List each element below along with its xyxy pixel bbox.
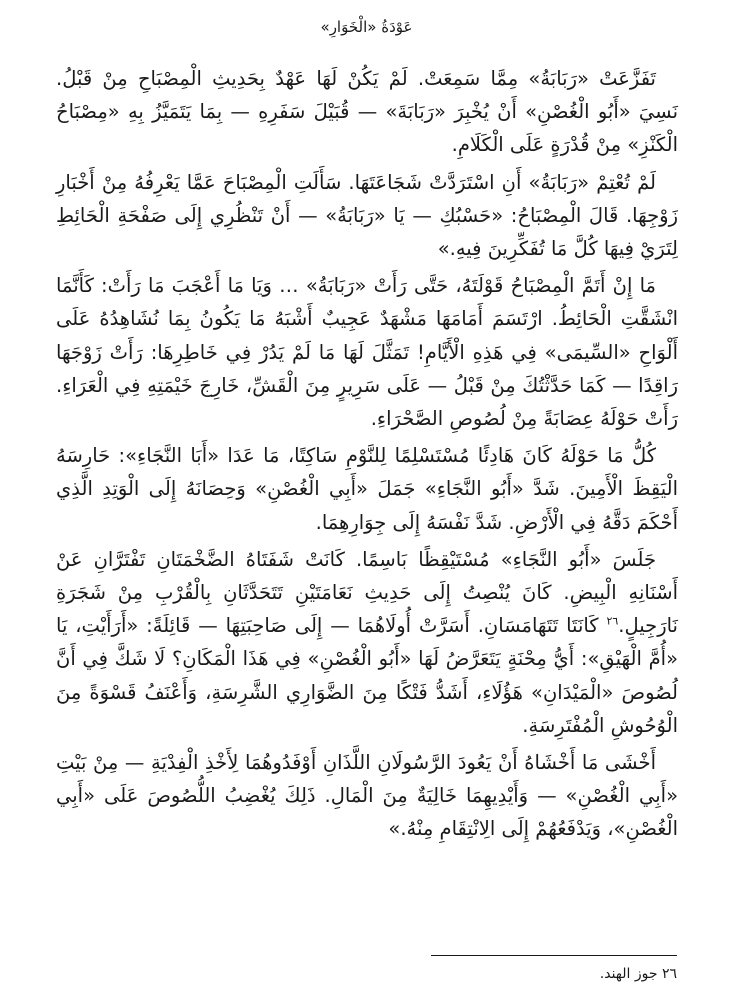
paragraph: مَا إِنْ أَتَمَّ الْمِصْبَاحُ قَوْلَتَهُ، حَتَّى رَأَتْ «رَبَابَةُ» … وَيَا مَا أَعْجَبَ مَا رَأَتْ: كَأَنَّمَا انْشَقَّتِ الْحَائِطُ. ارْتَسَمَ أَمَامَهَا مَشْهَدٌ عَجِيبٌ أَشْبَهُ مَا يَكُونُ بِمَا نُشَاهِدُهُ عَلَى أَلْوَاحِ «السِّيمَى» فِي هَذِهِ الْأَيَّامِ! تَمَثَّلَ لَهَا مَا لَمْ يَدُرْ فِي خَاطِرِهَا: رَأَتْ زَوْجَهَا رَاقِدًا — كَمَا حَدَّثْتُكَ مِنْ قَبْلُ — عَلَى سَرِيرٍ مِنَ الْقَشِّ، خَارِجَ خَيْمَتِهِ فِي الْعَرَاءِ. رَأَتْ حَوْلَهُ عِصَابَةً مِنْ لُصُوصِ الصَّحْرَاءِ. bbox=[56, 274, 678, 431]
running-title: عَوْدَةُ «الْخَوَارِ» bbox=[320, 18, 413, 36]
footnote-text: جوز الهند. bbox=[599, 966, 658, 982]
footnote-number: ٢٦ bbox=[661, 966, 677, 982]
footnote bbox=[277, 966, 677, 982]
paragraph: كُلُّ مَا حَوْلَهُ كَانَ هَادِئًا مُسْتَسْلِمًا لِلنَّوْمِ سَاكِتًا، مَا عَدَا «أَبَا النَّجَاءِ»: حَارِسَهُ الْيَقِظَ الْأَمِينَ. شَدَّ «أَبُو النَّجَاءِ» جَمَلَ «أَبِي الْغُصْنِ» وَحِصَانَهُ إِلَى الْوَتِدِ الَّذِي أَحْكَمَ دَقَّهُ فِي الْأَرْضِ. شَدَّ نَفْسَهُ إِلَى جِوَارِهِمَا. bbox=[56, 444, 678, 534]
paragraph-text: جَلَسَ «أَبُو النَّجَاءِ» مُسْتَيْقِظًا بَاسِمًا. كَانَتْ شَفَتَاهُ الضَّخْمَتَانِ تَفْتَرَّانِ عَنْ أَسْنَانِهِ الْبِيضِ. كَانَ يُنْصِتُ إِلَى حَدِيثِ نَعَامَتَيْنِ تَتَحَدَّثَانِ بِالْقُرْبِ مِنْ شَجَرَةِ نَارَجِيلٍ. bbox=[56, 547, 678, 638]
footnote-divider bbox=[431, 955, 677, 956]
paragraph: لَمْ تُعْتِمْ «رَبَابَةُ» أَنِ اسْتَرَدَّتْ شَجَاعَتَهَا. سَأَلَتِ الْمِصْبَاحَ عَمَّا يَعْرِفُهُ مِنْ أَخْبَارِ زَوْجِهَا. قَالَ الْمِصْبَاحُ: «حَسْبُكِ — يَا «رَبَابَةُ» — أَنْ تَنْظُرِي إِلَى صَفْحَةِ الْحَائِطِ لِتَرَيْ فِيهَا كُلَّ مَا تُفَكِّرِينَ فِيهِ.» bbox=[56, 170, 678, 261]
body-text bbox=[56, 62, 678, 850]
paragraph-text: كَانَتَا تَتَهَامَسَانِ. أَسَرَّتْ أُولَاهُمَا — إِلَى صَاحِبَتِهَا — قَائِلَةً: «أَرَأَيْتِ، يَا «أُمَّ الْهَيْقِ»: أَيُّ مِحْنَةٍ يَتَعَرَّضُ لَهَا «أَبُو الْغُصْنِ» فِي هَذَا الْمَكَانِ؟ لَا شَكَّ فِي أَنَّ لُصُوصَ «الْمَيْدَانِ» هَؤُلَاءِ، أَشَدُّ فَتْكًا مِنَ الضَّوَارِي الشَّرِسَةِ، وَأَعْنَفُ قَسْوَةً مِنَ الْوُحُوشِ الْمُفْتَرِسَةِ. bbox=[56, 614, 678, 737]
paragraph: أَخْشَى مَا أَخْشَاهُ أَنْ يَعُودَ الرَّسُولَانِ اللَّذَانِ أَوْفَدُوهُمَا لِأَخْذِ الْفِدْيَةِ — مِنْ بَيْتِ «أَبِي الْغُصْنِ» — وَأَيْدِيهِمَا خَالِيَةٌ مِنَ الْمَالِ. ذَلِكَ يُغْضِبُ اللُّصُوصَ عَلَى «أَبِي الْغُصْنِ»، وَيَدْفَعُهُمْ إِلَى الِانْتِقَامِ مِنْهُ.» bbox=[56, 751, 678, 841]
paragraph: تَفَزَّعَتْ «رَبَابَةُ» مِمَّا سَمِعَتْ. لَمْ يَكُنْ لَهَا عَهْدٌ بِحَدِيثِ الْمِصْبَاحِ مِنْ قَبْلُ. نَسِيَ «أَبُو الْغُصْنِ» أَنْ يُخْبِرَ «رَبَابَةَ» — قُبَيْلَ سَفَرِهِ — بِمَا يَتَمَيَّزُ بِهِ «مِصْبَاحُ الْكَنْزِ» مِنْ قُدْرَةٍ عَلَى الْكَلَامِ. bbox=[56, 67, 678, 157]
paragraph bbox=[56, 543, 678, 742]
footnote-reference: ٢٦ bbox=[606, 614, 619, 628]
